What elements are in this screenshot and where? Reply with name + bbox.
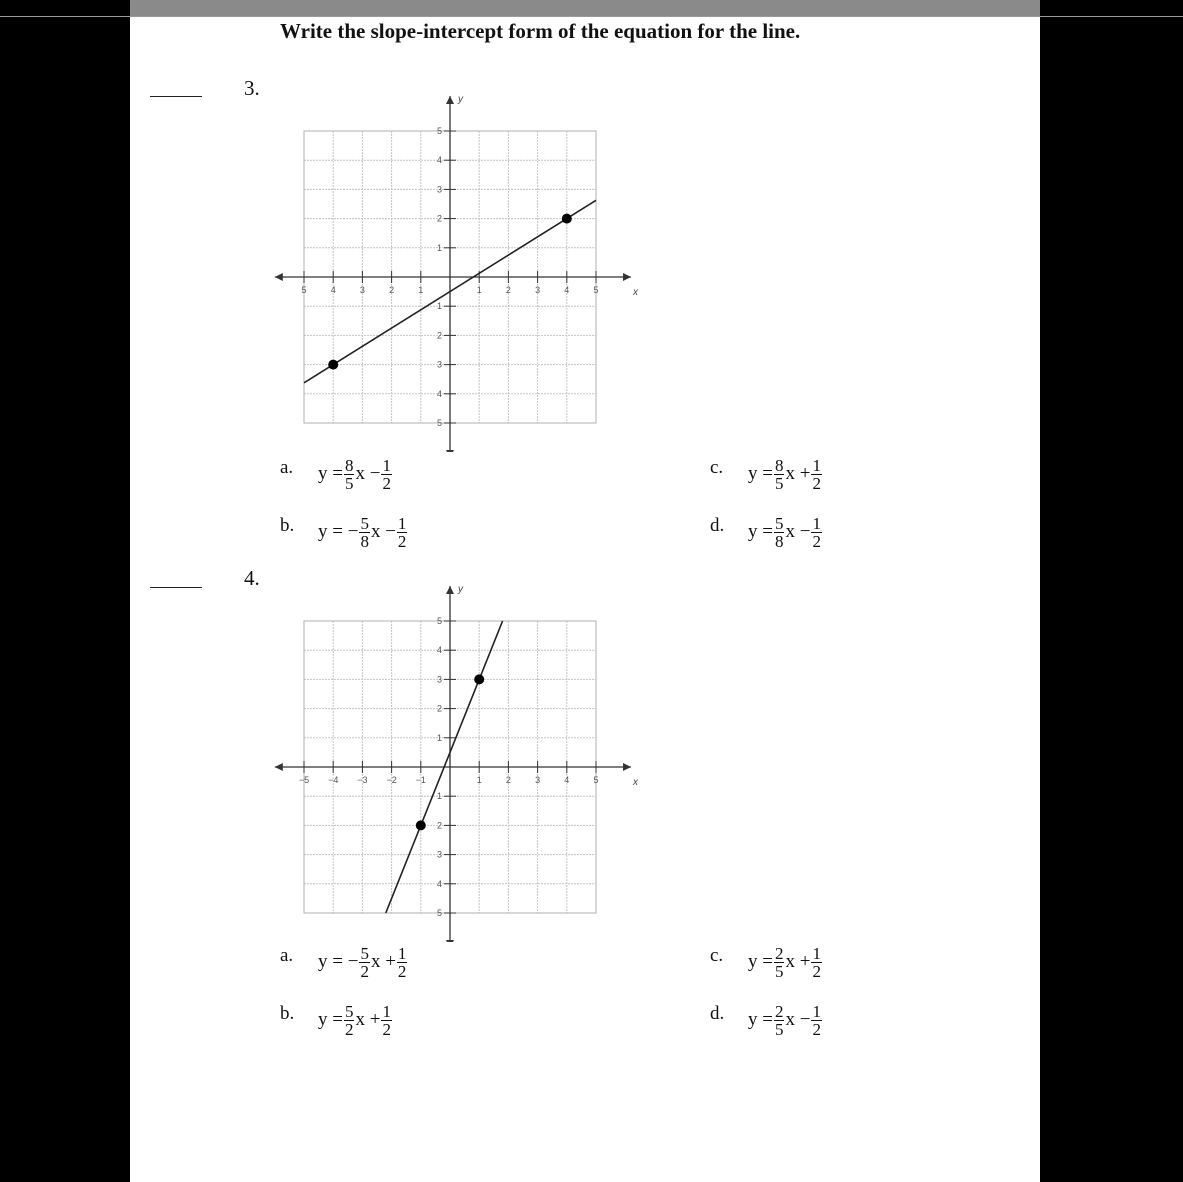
equation-text: y = — [748, 1008, 773, 1030]
option-equation — [748, 457, 823, 492]
fraction-denominator: 2 — [397, 532, 407, 551]
fraction-numerator: 1 — [382, 1002, 391, 1021]
answer-blank-q3[interactable] — [150, 96, 202, 97]
fraction-denominator: 8 — [360, 532, 369, 551]
x-tick-label: −1 — [415, 775, 426, 785]
equation-text: y = — [318, 462, 343, 484]
y-tick-label: 5 — [436, 616, 442, 626]
y-tick-label: 1 — [436, 301, 442, 312]
y-tick-label: 2 — [436, 330, 442, 341]
fraction-numerator: 5 — [360, 944, 369, 963]
graph-point — [328, 360, 338, 370]
equation-text: y = — [748, 950, 773, 972]
equation-text: x + — [355, 1008, 381, 1030]
fraction — [811, 1003, 822, 1038]
x-tick-label: 1 — [418, 285, 424, 295]
fraction-denominator: 2 — [344, 1020, 354, 1039]
option-label: b. — [280, 515, 295, 536]
fraction-numerator: 2 — [774, 1002, 784, 1021]
fraction — [811, 457, 822, 492]
fraction-denominator: 2 — [812, 1020, 821, 1039]
x-tick-label: 4 — [330, 285, 336, 295]
option-label: c. — [710, 945, 724, 966]
y-tick-label: 3 — [436, 674, 442, 685]
x-axis-label: x — [633, 777, 639, 788]
fraction — [359, 515, 370, 550]
fraction-numerator: 1 — [397, 944, 407, 963]
fraction-denominator: 2 — [812, 962, 821, 981]
y-tick-label: 2 — [436, 213, 442, 224]
fraction — [397, 945, 408, 980]
option-equation — [748, 1003, 823, 1038]
y-tick-label: 4 — [436, 388, 442, 399]
x-tick-label: 1 — [476, 285, 482, 295]
fraction-numerator: 5 — [774, 514, 784, 533]
fraction — [344, 457, 355, 492]
x-tick-label: 5 — [301, 285, 307, 295]
x-tick-label: 4 — [564, 775, 570, 785]
equation-text: x + — [370, 950, 396, 972]
option-label: a. — [280, 457, 294, 478]
y-tick-label: 1 — [436, 791, 442, 802]
fraction-denominator: 2 — [382, 1020, 391, 1039]
equation-text: y = — [748, 462, 773, 484]
option-label: a. — [280, 945, 294, 966]
y-tick-label: 1 — [436, 732, 442, 743]
equation-text: x + — [785, 462, 811, 484]
fraction-denominator: 5 — [774, 474, 784, 493]
x-tick-label: 1 — [476, 775, 482, 785]
option-equation — [318, 1003, 393, 1038]
x-axis-arrow-left — [275, 763, 283, 771]
x-tick-label: −2 — [386, 775, 397, 785]
option-equation — [318, 945, 408, 980]
fraction-denominator: 5 — [774, 1020, 784, 1039]
equation-text: x + — [785, 950, 811, 972]
coordinate-graph-q3 — [270, 72, 660, 452]
equation-text: x − — [370, 520, 396, 542]
option-label: c. — [710, 457, 724, 478]
option-label: d. — [710, 1003, 725, 1024]
fraction-numerator: 1 — [812, 944, 821, 963]
option-equation — [748, 945, 823, 980]
fraction — [774, 1003, 785, 1038]
graph-point — [562, 214, 572, 224]
y-tick-label: 4 — [436, 878, 442, 889]
fraction-denominator: 8 — [774, 532, 784, 551]
x-tick-label: 2 — [505, 285, 511, 295]
fraction — [381, 1003, 392, 1038]
y-axis-arrow-down — [446, 450, 454, 452]
fraction-numerator: 1 — [812, 456, 821, 475]
y-axis-arrow-down — [446, 940, 454, 942]
answer-blank-q4[interactable] — [150, 587, 202, 588]
equation-text: y = — [318, 1008, 343, 1030]
y-tick-label: 3 — [436, 359, 442, 370]
fraction-denominator: 5 — [344, 474, 354, 493]
fraction-denominator: 2 — [812, 474, 821, 493]
y-axis-label: y — [458, 583, 463, 595]
option-equation — [318, 515, 408, 550]
x-tick-label: −4 — [328, 775, 339, 785]
x-axis-label: x — [633, 287, 639, 298]
option-equation — [748, 515, 823, 550]
x-tick-label: 2 — [505, 775, 511, 785]
y-tick-label: 2 — [436, 703, 442, 714]
worksheet-page — [130, 17, 1040, 1182]
y-tick-label: 2 — [436, 820, 442, 831]
x-tick-label: 3 — [535, 285, 541, 295]
equation-text: y = — [748, 520, 773, 542]
fraction — [774, 515, 785, 550]
page-title: Write the slope-intercept form of the equation for the line. — [280, 19, 801, 43]
option-equation — [318, 457, 393, 492]
x-tick-label: 3 — [535, 775, 541, 785]
y-axis-arrow-up — [446, 96, 454, 104]
equation-text: x − — [785, 1008, 811, 1030]
graph-point — [416, 820, 426, 830]
fraction-numerator: 5 — [344, 1002, 354, 1021]
graph-point — [474, 674, 484, 684]
fraction — [811, 945, 822, 980]
top-bar — [130, 0, 1040, 16]
fraction-numerator: 1 — [397, 514, 407, 533]
question-number-q4: 4. — [244, 566, 260, 590]
fraction-numerator: 1 — [812, 1002, 821, 1021]
fraction-denominator: 2 — [812, 532, 821, 551]
fraction-numerator: 1 — [382, 456, 391, 475]
x-axis-arrow-right — [623, 763, 631, 771]
y-axis-label: y — [458, 93, 463, 105]
equation-text: y = − — [318, 520, 359, 542]
x-tick-label: −3 — [357, 775, 368, 785]
fraction-denominator: 2 — [397, 962, 407, 981]
y-tick-label: 3 — [436, 184, 442, 195]
option-label: b. — [280, 1003, 295, 1024]
x-axis-arrow-left — [275, 273, 283, 281]
y-axis-arrow-up — [446, 586, 454, 594]
y-tick-label: 4 — [436, 155, 442, 166]
fraction — [344, 1003, 355, 1038]
question-number-q3: 3. — [244, 76, 260, 100]
fraction — [359, 945, 370, 980]
fraction-numerator: 8 — [774, 456, 784, 475]
fraction-numerator: 5 — [360, 514, 369, 533]
y-tick-label: 5 — [436, 908, 442, 918]
equation-text: y = − — [318, 950, 359, 972]
option-label: d. — [710, 515, 725, 536]
fraction — [811, 515, 822, 550]
x-tick-label: 3 — [359, 285, 365, 295]
y-tick-label: 5 — [436, 126, 442, 136]
fraction-numerator: 2 — [774, 944, 784, 963]
fraction — [774, 945, 785, 980]
fraction — [381, 457, 392, 492]
x-tick-label: 2 — [389, 285, 395, 295]
x-tick-label: 5 — [593, 285, 599, 295]
y-tick-label: 1 — [436, 242, 442, 253]
fraction-denominator: 2 — [382, 474, 391, 493]
x-tick-label: 5 — [593, 775, 599, 785]
fraction-numerator: 1 — [812, 514, 821, 533]
fraction-denominator: 2 — [360, 962, 369, 981]
y-tick-label: 4 — [436, 645, 442, 656]
y-tick-label: 3 — [436, 849, 442, 860]
fraction — [774, 457, 785, 492]
equation-text: x − — [355, 462, 381, 484]
y-tick-label: 5 — [436, 418, 442, 428]
fraction-numerator: 8 — [344, 456, 354, 475]
x-axis-arrow-right — [623, 273, 631, 281]
x-tick-label: −5 — [298, 775, 310, 785]
fraction — [397, 515, 408, 550]
x-tick-label: 4 — [564, 285, 570, 295]
equation-text: x − — [785, 520, 811, 542]
coordinate-graph-q4 — [270, 562, 660, 942]
fraction-denominator: 5 — [774, 962, 784, 981]
